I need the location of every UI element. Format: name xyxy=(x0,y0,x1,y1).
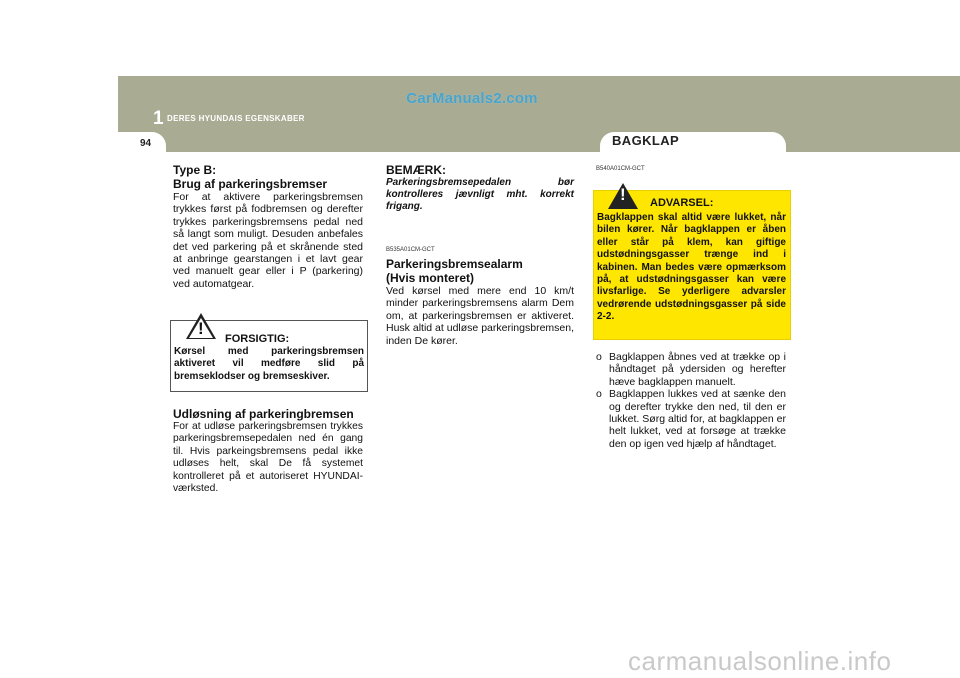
warning-text: Bagklappen skal altid være lukket, når bilen kører. Når bagklappen er åben eller står på klem, kan giftige udstødningsgasser trænge ind i kabinen. Man bedes være opmærksom på, at udstødningsgasser kan være livsfarlige. Se yderligere advarsler vedrørende udstødningsgasser på side 2-2. xyxy=(597,212,786,323)
list-item xyxy=(596,388,786,450)
watermark: carmanualsonline.info xyxy=(628,646,892,676)
note-heading: BEMÆRK: xyxy=(386,163,446,177)
column-left xyxy=(173,163,363,290)
list-item-text: Bagklappen åbnes ved at trække op i håndtaget på ydersiden og herefter hæve bagklappen manuelt. xyxy=(609,351,786,388)
release-text: For at udløse parkeringsbremsen trykkes parkeringsbremsepedalen ned én gang til. Hvis parkeingsbremsens pedal ikke udløses helt, skal De få systemet kontrolleret på et autoriseret HYUNDAI-værksted. xyxy=(173,421,363,495)
bullet-marker: o xyxy=(596,351,602,363)
instruction-list xyxy=(596,351,786,450)
type-b-heading: Type B: xyxy=(173,163,217,177)
alarm-code: B535A01CM-GCT xyxy=(386,247,435,253)
alarm-text: Ved kørsel med mere end 10 km/t minder parkeringsbremsens alarm Dem om, at parkeringsbremsen er aktiveret. Husk altid at udløse parkeringsbremsen, inden De kører. xyxy=(386,285,574,347)
caution-text: Kørsel med parkeringsbremsen aktiveret vil medføre slid på bremseklodser og bremseskiver. xyxy=(174,346,364,382)
alarm-heading-optional: (Hvis monteret) xyxy=(386,271,475,285)
column-right-code xyxy=(596,166,645,176)
site-banner-link[interactable]: CarManuals2.com xyxy=(406,90,538,107)
caution-box xyxy=(170,320,368,392)
warning-box xyxy=(593,185,791,340)
chapter-number: 1 xyxy=(153,108,164,129)
warning-title: ADVARSEL: xyxy=(650,197,714,209)
release-section xyxy=(173,407,363,495)
list-item-text: Bagklappen lukkes ved at sænke den og derefter trykke den ned, til den er lukket. Sørg altid for, at bagklappen er helt lukket, ved at forsøge at trække den op igen ved hjælp af håndtaget. xyxy=(609,388,786,450)
parking-brake-usage-heading: Brug af parkeringsbremser xyxy=(173,177,328,191)
release-heading: Udløsning af parkeringbremsen xyxy=(173,407,354,421)
tailgate-code: B540A01CM-GCT xyxy=(596,166,645,172)
caution-title: FORSIGTIG: xyxy=(225,333,290,345)
page-number: 94 xyxy=(140,138,152,149)
note-text: Parkeringsbremsepedalen bør kontrolleres jævnligt mht. korrekt frigang. xyxy=(386,177,574,212)
alarm-heading: Parkeringsbremsealarm xyxy=(386,257,523,271)
column-middle xyxy=(386,163,574,347)
bullet-marker: o xyxy=(596,388,602,401)
exclamation-icon: ! xyxy=(198,319,204,338)
list-item xyxy=(596,351,786,388)
tailgate-instructions xyxy=(596,351,786,450)
section-title: BAGKLAP xyxy=(612,133,680,148)
chapter-title: DERES HYUNDAIS EGENSKABER xyxy=(167,114,305,123)
exclamation-icon: ! xyxy=(620,185,626,204)
parking-brake-usage-text: For at aktivere parkeringsbremsen trykkes først på fodbremsen og derefter trykkes parkeringsbremsens pedal ned så langt som muligt. Desuden anbefales det ved parkering på et skrånende sted at anbringe gearstangen i et lavt gear ved manuelt gear eller i P (parkering) ved automatgear. xyxy=(173,191,363,290)
